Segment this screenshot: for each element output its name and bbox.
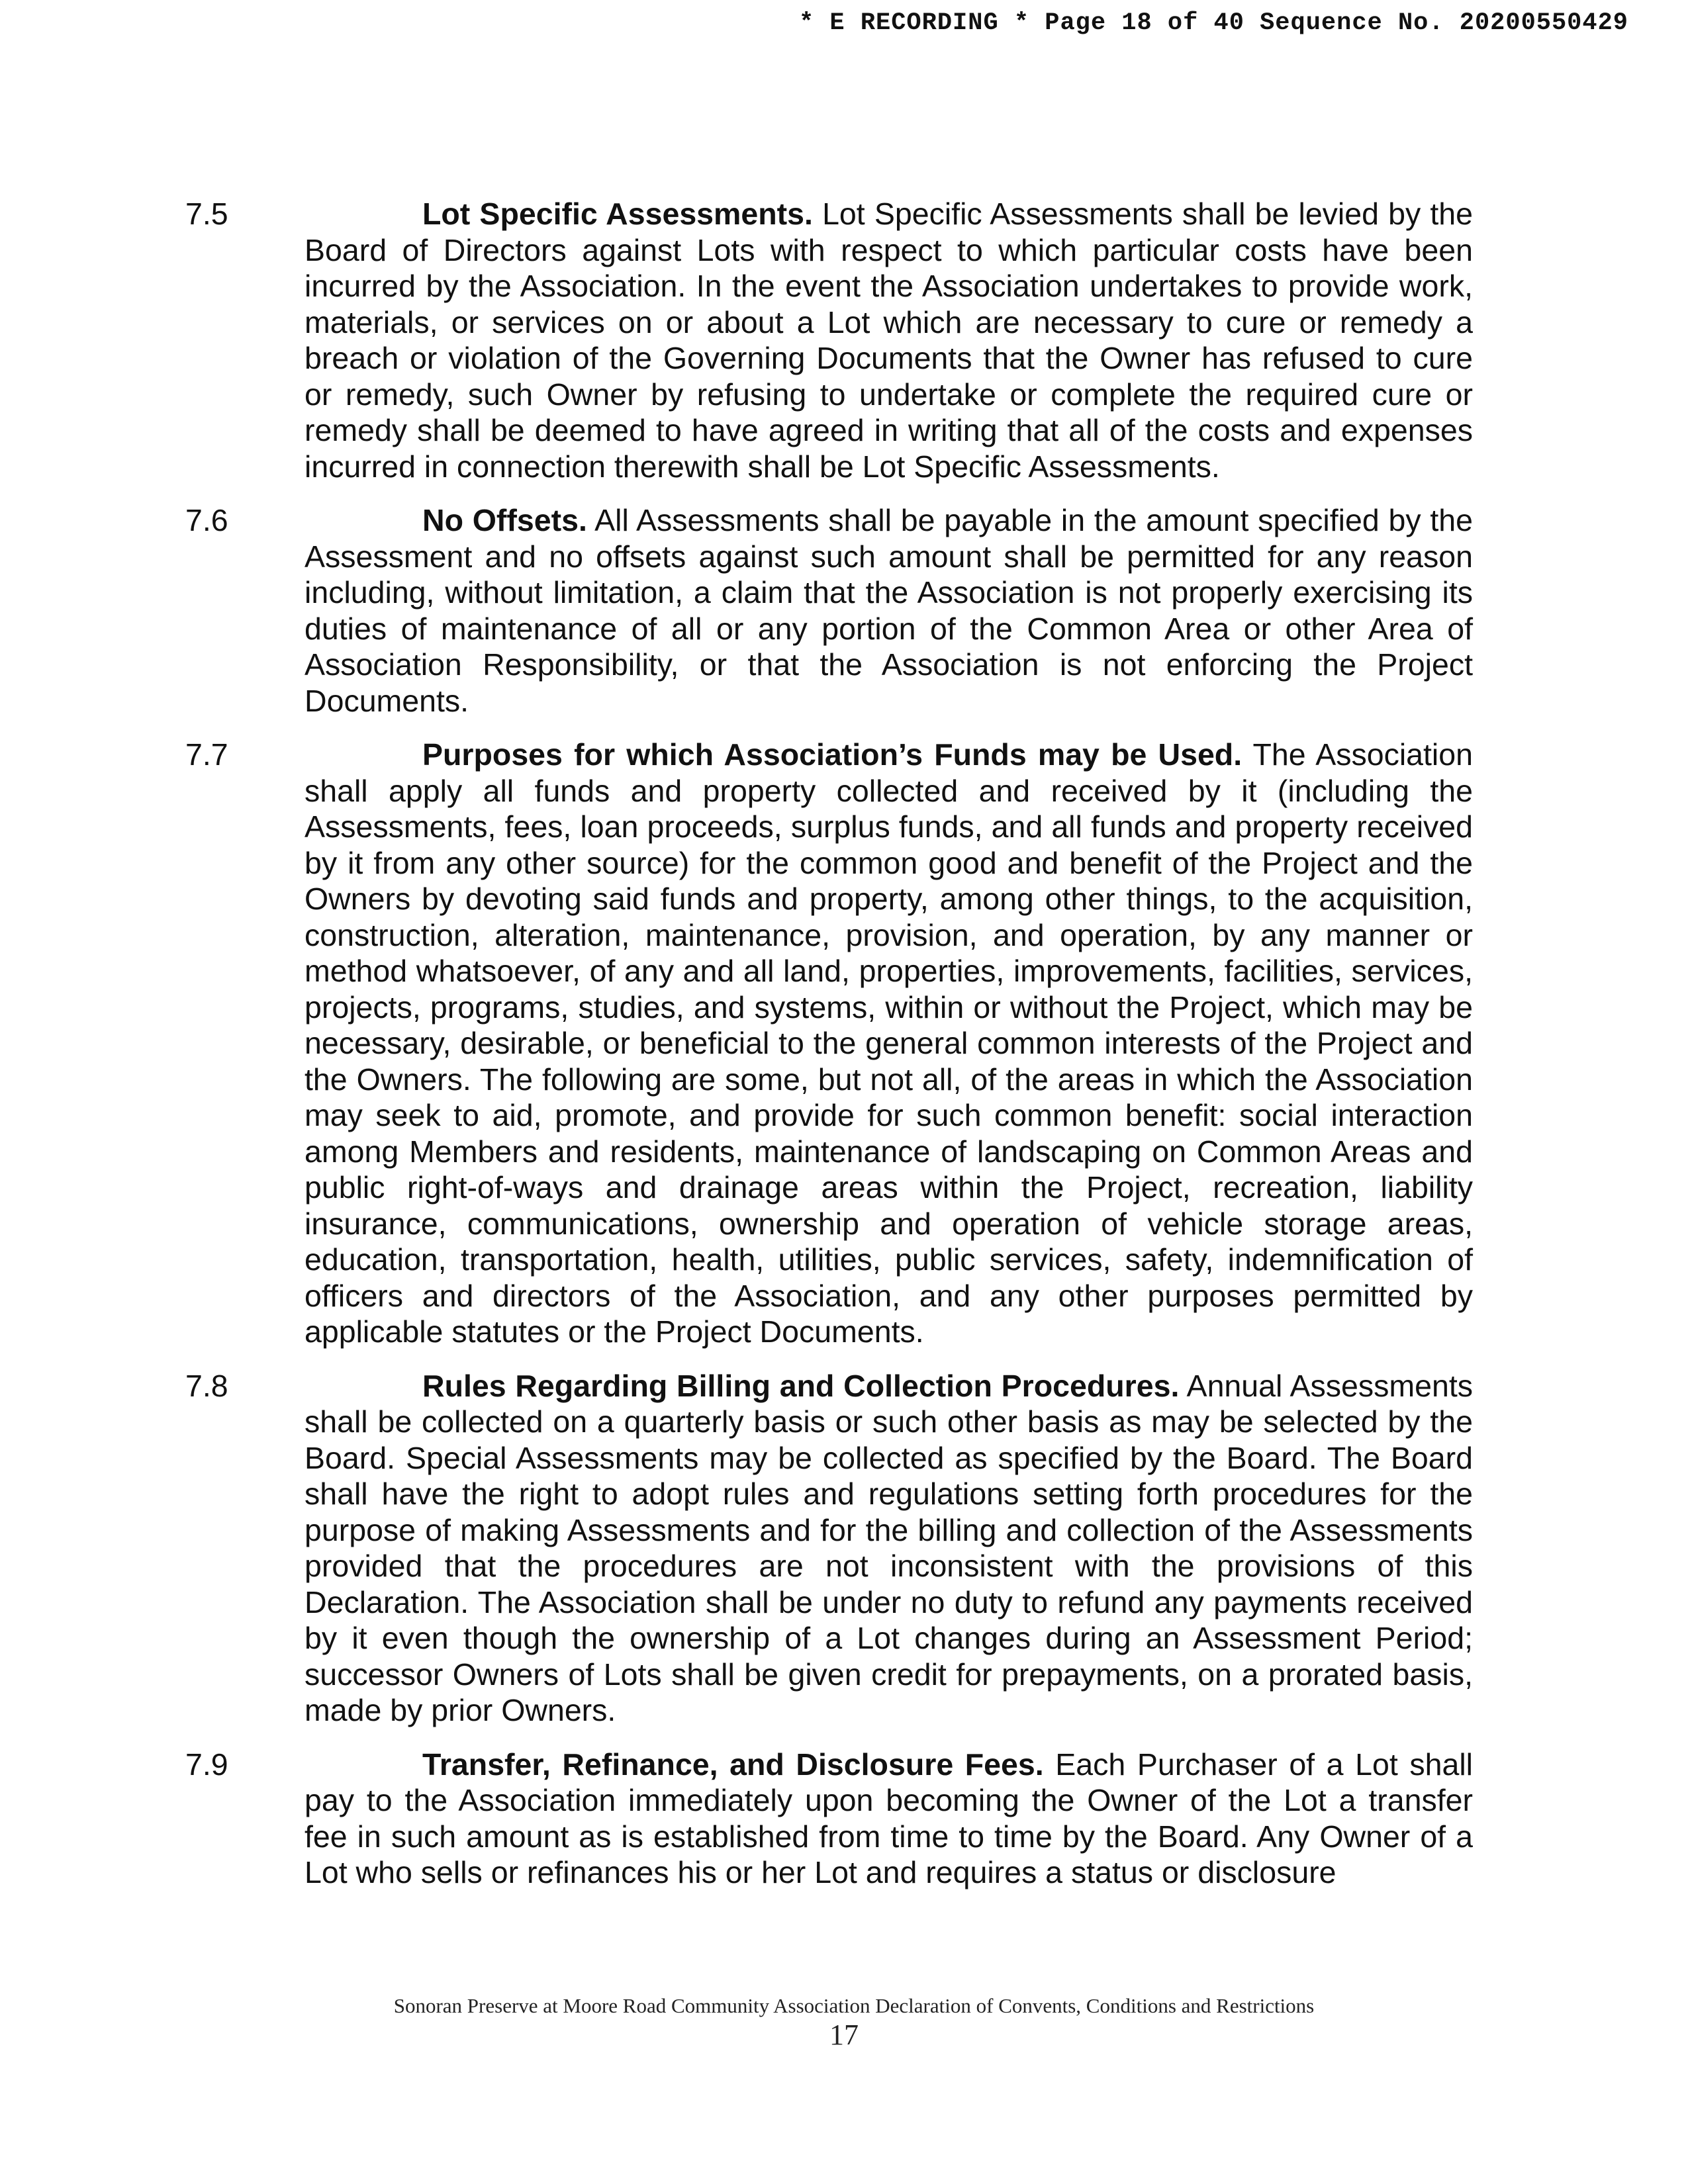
section-body: [305, 1747, 1473, 1891]
section-7-7: [185, 737, 1473, 1350]
section-7-6: [185, 502, 1473, 719]
section-title: Rules Regarding Billing and Collection Procedures.: [422, 1368, 1180, 1403]
section-number: 7.6: [185, 503, 228, 537]
document-body: [185, 196, 1473, 1909]
section-body: [305, 737, 1473, 1350]
section-7-5: [185, 196, 1473, 484]
section-body: [305, 1368, 1473, 1729]
section-title: No Offsets.: [422, 503, 587, 537]
section-text: All Assessments shall be payable in the amount specified by the Assessment and no offsets against such amount shall be permitted for any reason including, without limitation, a claim that the Association is not properly exercising its duties of maintenance of all or any portion of the Common Area or other Area of Association Responsibility, or that the Association is not enforcing the Project Documents.: [305, 503, 1473, 718]
recording-header: * E RECORDING * Page 18 of 40 Sequence No. 20200550429: [799, 9, 1628, 37]
page-number: 17: [829, 2019, 859, 2051]
section-number: 7.5: [185, 197, 228, 231]
section-text: The Association shall apply all funds and property collected and received by it (including the Assessments, fees, loan proceeds, surplus funds, and all funds and property received by it from any other source) for the common good and benefit of the Project and the Owners by devoting said funds and property, among other things, to the acquisition, construction, alteration, maintenance, provision, and operation, by any manner or method whatsoever, of any and all land, properties, improvements, facilities, services, projects, programs, studies, and systems, within or without the Project, which may be necessary, desirable, or beneficial to the general common interests of the Project and the Owners. The following are some, but not all, of the areas in which the Association may seek to aid, promote, and provide for such common benefit: social interaction among Members and residents, maintenance of landscaping on Common Areas and public right-of-ways and drainage areas within the Project, recreation, liability insurance, communications, ownership and operation of vehicle storage areas, education, transportation, health, utilities, public services, safety, indemnification of officers and directors of the Association, and any other purposes permitted by applicable statutes or the Project Documents.: [305, 737, 1473, 1349]
section-text: Lot Specific Assessments shall be levied by the Board of Directors against Lots with respect to which particular costs have been incurred by the Association. In the event the Association undertakes to provide work, materials, or services on or about a Lot which are necessary to cure or remedy a breach or violation of the Governing Documents that the Owner has refused to cure or remedy, such Owner by refusing to undertake or complete the required cure or remedy shall be deemed to have agreed in writing that all of the costs and expenses incurred in connection therewith shall be Lot Specific Assessments.: [305, 197, 1474, 484]
section-number: 7.7: [185, 737, 228, 772]
section-text: Annual Assessments shall be collected on a quarterly basis or such other basis as may be selected by the Board. Special Assessments may be collected as specified by the Board. The Board shall have the right to adopt rules and regulations setting forth procedures for the purpose of making Assessments and for the billing and collection of the Assessments provided that the procedures are not inconsistent with the provisions of this Declaration. The Association shall be under no duty to refund any payments received by it even though the ownership of a Lot changes during an Assessment Period; successor Owners of Lots shall be given credit for prepayments, on a prorated basis, made by prior Owners.: [305, 1368, 1473, 1727]
page-footer: [0, 1993, 1688, 2052]
section-7-9: [185, 1747, 1473, 1891]
section-text: Each Purchaser of a Lot shall pay to the Association immediately upon becoming the Owner of the Lot a transfer fee in such amount as is established from time to time by the Board. Any Owner of a Lot who sells or refinances his or her Lot and requires a status or disclosure: [305, 1747, 1473, 1889]
section-title: Lot Specific Assessments.: [422, 197, 813, 231]
section-title: Transfer, Refinance, and Disclosure Fees.: [422, 1747, 1044, 1782]
section-title: Purposes for which Association’s Funds may be Used.: [422, 737, 1243, 772]
section-7-8: [185, 1368, 1473, 1729]
section-body: [305, 196, 1473, 484]
section-body: [305, 502, 1473, 719]
section-number: 7.8: [185, 1368, 228, 1403]
section-number: 7.9: [185, 1747, 228, 1782]
footer-caption: Sonoran Preserve at Moore Road Community Association Declaration of Convents, Conditions and Restrictions: [393, 1994, 1315, 2017]
